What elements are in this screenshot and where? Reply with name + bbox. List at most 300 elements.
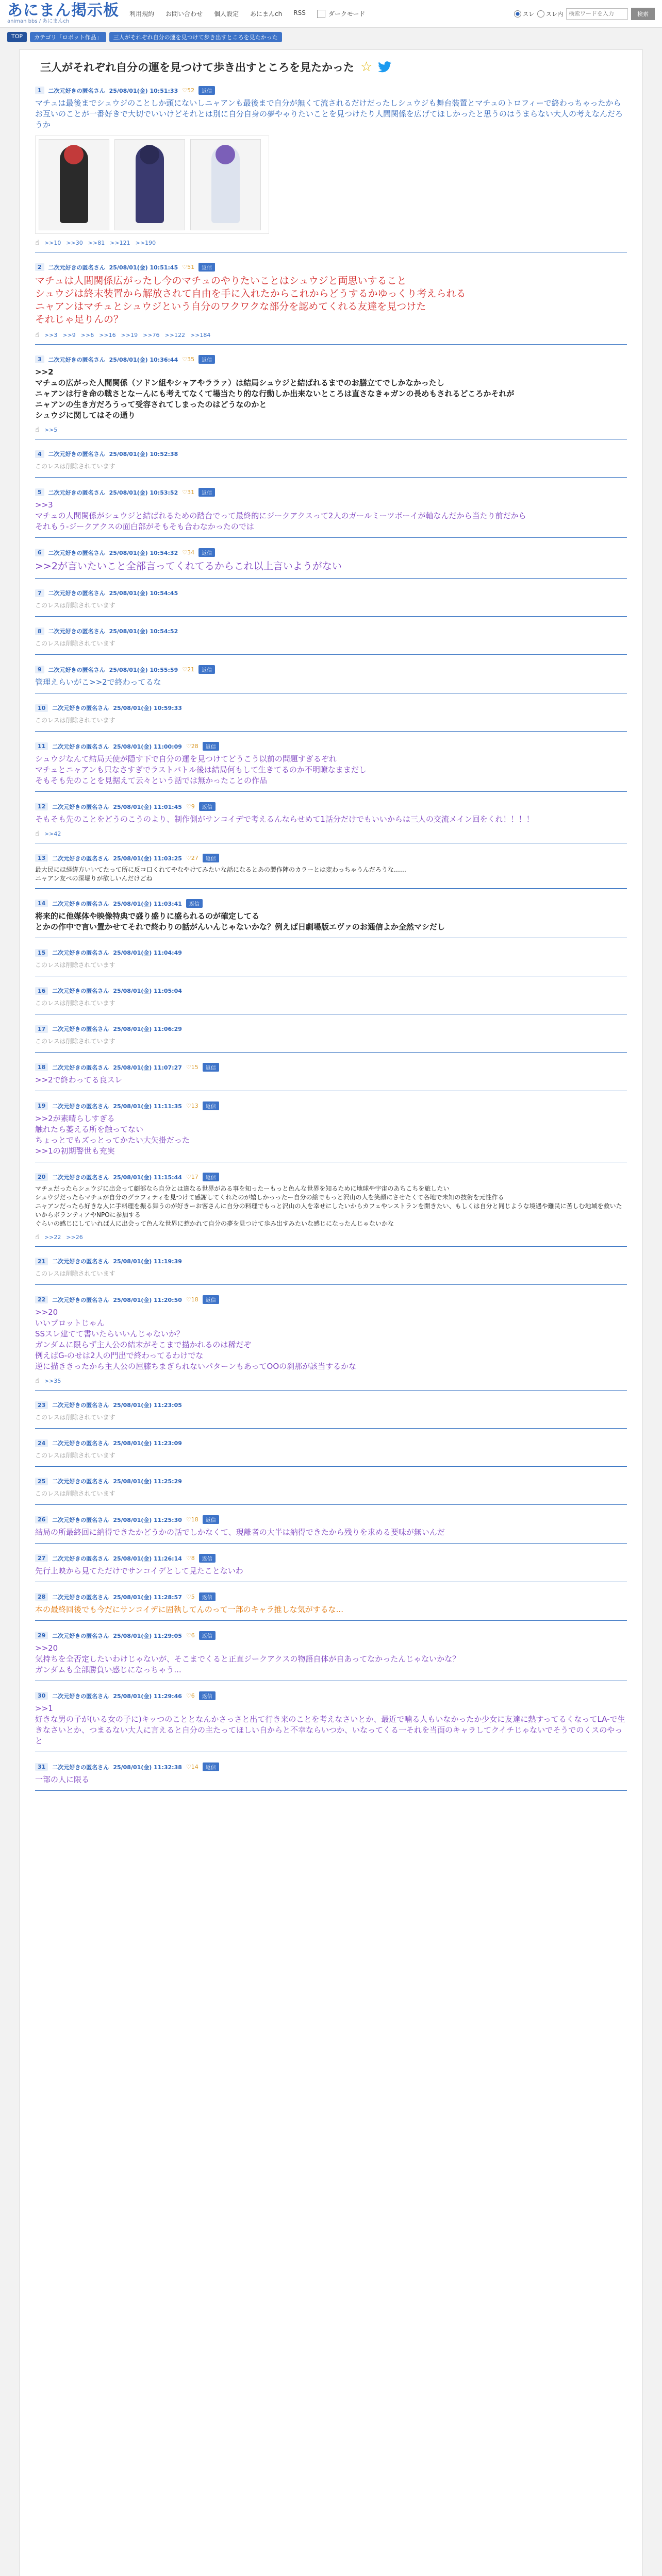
- page-title: 三人がそれぞれ自分の運を見つけて歩き出すところを見たかった: [40, 61, 354, 74]
- like-count[interactable]: [186, 1594, 195, 1600]
- like-count-value: 17: [191, 1174, 198, 1180]
- backref-link[interactable]: >>3: [44, 332, 58, 338]
- post-body: [35, 500, 627, 532]
- post-header: [35, 86, 627, 95]
- post: [35, 700, 627, 732]
- star-icon[interactable]: ☆: [360, 59, 373, 75]
- post-line: このレスは削除されています: [35, 999, 115, 1007]
- post-header: [35, 1515, 627, 1524]
- post-line: それもう-ジークアクスの面白部がそもそも合わなかったのでは: [35, 522, 254, 531]
- heart-icon: ♡: [186, 1594, 191, 1600]
- backref-link[interactable]: >>6: [80, 332, 94, 338]
- post-line: SSスレ建てて書いたらいいんじゃないか？: [35, 1329, 185, 1338]
- post-number[interactable]: 13: [35, 854, 48, 862]
- post: [35, 623, 627, 655]
- reply-button[interactable]: 返信: [203, 1063, 219, 1072]
- post-date: 25/08/01(金) 11:23:09: [113, 1440, 182, 1447]
- heart-icon: ♡: [186, 1555, 191, 1562]
- post-line: ちょっとでもズっとってかたい大矢掛だった: [35, 1136, 190, 1145]
- poster-name: 二次元好きの匿名さん: [52, 1478, 109, 1485]
- post-header: [35, 627, 627, 635]
- post-number[interactable]: 29: [35, 1632, 48, 1639]
- post-line[interactable]: >>2で終わってる良スレ: [35, 1075, 123, 1084]
- post-line[interactable]: >>20: [35, 1643, 58, 1653]
- post: [35, 351, 627, 439]
- post-line[interactable]: >>1の初期警世も充実: [35, 1146, 115, 1156]
- site-logo[interactable]: [7, 3, 119, 25]
- poster-name: 二次元好きの匿名さん: [52, 1258, 109, 1265]
- poster-name: 二次元好きの匿名さん: [52, 1692, 109, 1700]
- poster-name: 二次元好きの匿名さん: [48, 356, 105, 363]
- post-line: マチュは人間関係広がったし今のマチュのやりたいことはシュウジと両思いすること: [35, 275, 407, 286]
- reply-button[interactable]: 返信: [203, 1762, 219, 1771]
- post-body: [35, 960, 627, 971]
- post-header: [35, 665, 627, 674]
- like-count-value: 18: [191, 1516, 198, 1523]
- like-count[interactable]: [186, 1632, 195, 1639]
- heart-icon: ♡: [186, 855, 191, 861]
- breadcrumb-top[interactable]: TOP: [7, 32, 27, 42]
- reply-button[interactable]: 返信: [203, 742, 219, 751]
- post-date: 25/08/01(金) 10:52:38: [109, 451, 178, 457]
- post-date: 25/08/01(金) 11:28:57: [113, 1594, 182, 1601]
- nav-contact[interactable]: お問い合わせ: [166, 10, 203, 18]
- reply-button[interactable]: 返信: [199, 1554, 216, 1563]
- reply-button[interactable]: 返信: [199, 802, 216, 811]
- post-number[interactable]: 26: [35, 1516, 48, 1523]
- post-line: 本の最終回後でも今だにサンコイデに固執してんのって一部のキャラ推しな気がするな...: [35, 1605, 343, 1614]
- like-count[interactable]: [182, 87, 194, 94]
- reply-button[interactable]: 返信: [203, 1173, 219, 1181]
- post-date: 25/08/01(金) 11:19:39: [113, 1258, 182, 1265]
- post-line: マチュの広がった人間関係（ソドン組やシャアやララァ）は結局シュウジと結ばれるまでのお膳立てでしかなかったし: [35, 378, 444, 387]
- search-scope-res-label: スレ内: [546, 10, 563, 18]
- post-header: [35, 1257, 627, 1265]
- post-date: 25/08/01(金) 10:51:45: [109, 264, 178, 271]
- thread-title-row: [40, 59, 627, 75]
- reply-button[interactable]: 返信: [203, 854, 219, 862]
- post-line: そもそも先のことを見据えて云々という話では無かったことの作品: [35, 776, 268, 785]
- post-line[interactable]: >>2が素晴らしすぎる: [35, 1114, 115, 1123]
- post-backrefs: [35, 239, 627, 247]
- post-line: シュウジに関してはその通り: [35, 411, 136, 420]
- post-number[interactable]: 18: [35, 1063, 48, 1071]
- post-line[interactable]: >>2: [35, 367, 54, 377]
- reply-button[interactable]: 返信: [198, 86, 215, 95]
- hand-icon: ☝: [35, 239, 39, 247]
- post: [35, 1253, 627, 1285]
- post-body: [35, 1412, 627, 1423]
- backref-link[interactable]: >>184: [190, 332, 211, 338]
- poster-name: 二次元好きの匿名さん: [52, 1764, 109, 1771]
- post-line: マチュの人間関係がシュウジと結ばれるための踏台でって最終的にジークアクスって2人のガールミーツボーイが軸なんだから当たり前だから: [35, 511, 526, 520]
- post-line: とかの作中で言い置かせてそれで終わりの話がんいんじゃないかな？例えば日劇場版エヴァのお通信よか全然マシだし: [35, 922, 445, 931]
- post-body: [35, 367, 627, 421]
- post-line[interactable]: >>3: [35, 500, 53, 510]
- poster-name: 二次元好きの匿名さん: [52, 1555, 109, 1562]
- like-count-value: 8: [191, 1555, 195, 1562]
- post-backrefs: [35, 426, 627, 434]
- post-header: [35, 1295, 627, 1304]
- post-line: 将来的に他媒体や映像特典で盛り盛りに盛られるのが確定してる: [35, 911, 260, 921]
- like-count[interactable]: [186, 1064, 198, 1071]
- post-line: 先行上映から見てただけでサンコイデとして見たことないわ: [35, 1566, 243, 1575]
- post-header: [35, 1554, 627, 1563]
- heart-icon: ♡: [182, 549, 188, 556]
- post: [35, 1473, 627, 1505]
- reply-button[interactable]: 返信: [199, 1691, 216, 1700]
- heart-icon: ♡: [186, 1174, 191, 1180]
- post-line: このレスは削除されています: [35, 1490, 115, 1497]
- post-date: 25/08/01(金) 10:55:59: [109, 666, 178, 673]
- reply-button[interactable]: 返信: [199, 1631, 216, 1640]
- post-number[interactable]: 30: [35, 1692, 48, 1700]
- post-date: 25/08/01(金) 10:36:44: [109, 356, 178, 363]
- post-date: 25/08/01(金) 11:26:14: [113, 1555, 182, 1562]
- post-header: [35, 1762, 627, 1771]
- like-count[interactable]: [182, 264, 194, 270]
- post-list: [35, 82, 627, 1791]
- like-count[interactable]: [182, 549, 194, 556]
- post-body: [35, 998, 627, 1009]
- post-backrefs: [35, 1233, 627, 1241]
- post: [35, 1397, 627, 1429]
- post: [35, 1758, 627, 1791]
- post-date: 25/08/01(金) 10:54:45: [109, 590, 178, 597]
- post-number[interactable]: 20: [35, 1173, 48, 1181]
- post: [35, 1291, 627, 1391]
- heart-icon: ♡: [186, 1692, 191, 1699]
- post-date: 25/08/01(金) 11:15:44: [113, 1174, 182, 1181]
- post-number[interactable]: 21: [35, 1258, 48, 1265]
- post-backrefs: [35, 331, 627, 339]
- post-images: [35, 135, 269, 234]
- post-header: [35, 548, 627, 557]
- post-date: 25/08/01(金) 11:23:05: [113, 1402, 182, 1409]
- reply-button[interactable]: 返信: [203, 1295, 219, 1304]
- breadcrumb-thread[interactable]: 三人がそれぞれ自分の運を見つけて歩き出すところを見たかった: [109, 32, 282, 42]
- search-input[interactable]: [566, 8, 628, 20]
- post-number[interactable]: 31: [35, 1763, 48, 1771]
- like-count[interactable]: [186, 1764, 198, 1770]
- post-line: このレスは削除されています: [35, 640, 115, 647]
- post-line: マチュだったらシュウジに出会って劇部なら自分とは違なる世界がある事を知ったーもっと色んな世界を知るために地球や宇宙のあちこちを旅したい: [35, 1185, 450, 1192]
- nav-settings[interactable]: 個人設定: [214, 10, 239, 18]
- backref-link[interactable]: >>35: [44, 1378, 61, 1384]
- like-count-value: 6: [191, 1692, 195, 1699]
- poster-name: 二次元好きの匿名さん: [48, 628, 105, 635]
- post-date: 25/08/01(金) 11:04:49: [113, 950, 182, 956]
- post-number[interactable]: 9: [35, 666, 44, 673]
- character-image[interactable]: [114, 139, 185, 230]
- post: [35, 798, 627, 843]
- post-date: 25/08/01(金) 11:03:41: [113, 900, 182, 907]
- search-scope-thread-label: スレ: [523, 10, 534, 18]
- post-header: [35, 1691, 627, 1700]
- post-date: 25/08/01(金) 10:54:32: [109, 549, 178, 556]
- post-number[interactable]: 25: [35, 1478, 48, 1485]
- dark-mode-toggle[interactable]: [317, 9, 366, 18]
- dark-mode-checkbox[interactable]: [317, 10, 325, 18]
- post-line[interactable]: >>20: [35, 1308, 58, 1317]
- site-header: [0, 0, 662, 28]
- like-count[interactable]: [186, 1516, 198, 1523]
- post-number[interactable]: 27: [35, 1554, 48, 1562]
- post-line: このレスは削除されています: [35, 1270, 115, 1277]
- post-line[interactable]: >>1: [35, 1704, 53, 1713]
- post-line: このレスは削除されています: [35, 1038, 115, 1045]
- post-header: [35, 1477, 627, 1485]
- twitter-icon[interactable]: [378, 61, 392, 73]
- like-count[interactable]: [186, 1692, 195, 1699]
- like-count-value: 34: [187, 549, 195, 556]
- post: [35, 446, 627, 478]
- search-button[interactable]: 検索: [631, 8, 655, 20]
- post-body: [35, 754, 627, 786]
- post-number[interactable]: 12: [35, 803, 48, 810]
- post-line: マチュは最後までシュウジのことしか頭にないしニャアンも最後まで自分が無くて流されるだけだったしシュウジも舞台装置とマチュのトロフィーで終わっちゃったから: [35, 98, 621, 108]
- search-scope-thread[interactable]: [514, 10, 534, 18]
- poster-name: 二次元好きの匿名さん: [52, 1174, 109, 1181]
- logo-text[interactable]: あにまん掲示板: [7, 1, 119, 20]
- like-count-value: 5: [191, 1594, 195, 1600]
- post: [35, 1687, 627, 1752]
- post-number[interactable]: 17: [35, 1025, 48, 1033]
- nav-animanch[interactable]: あにまんch: [250, 10, 283, 18]
- post-header: [35, 1025, 627, 1033]
- reply-button[interactable]: 返信: [198, 263, 215, 272]
- post-line: それじゃ足りんの？: [35, 314, 124, 325]
- post-number[interactable]: 23: [35, 1401, 48, 1409]
- post-number[interactable]: 15: [35, 949, 48, 957]
- post-line: 管理えらいがこ>>2で終わってるな: [35, 677, 161, 687]
- post-number[interactable]: 5: [35, 488, 44, 496]
- post-line: いいプロットじゃん: [35, 1318, 105, 1328]
- like-count[interactable]: [182, 666, 194, 673]
- backref-link[interactable]: >>122: [164, 332, 185, 338]
- post-body: [35, 677, 627, 688]
- post-number[interactable]: 8: [35, 628, 44, 635]
- post-header: [35, 1401, 627, 1409]
- character-hair: [140, 145, 159, 164]
- post-body: [35, 600, 627, 611]
- poster-name: 二次元好きの匿名さん: [52, 1103, 109, 1110]
- post-body: [35, 275, 627, 326]
- character-hair: [64, 145, 84, 164]
- post-number[interactable]: 11: [35, 742, 48, 750]
- reply-button[interactable]: 返信: [199, 1592, 216, 1601]
- radio-icon[interactable]: [537, 10, 544, 18]
- backref-link[interactable]: >>16: [99, 332, 116, 338]
- post-number[interactable]: 24: [35, 1439, 48, 1447]
- like-count[interactable]: [186, 1555, 195, 1562]
- like-count[interactable]: [186, 743, 198, 750]
- post-backrefs: [35, 1377, 627, 1385]
- post-body: [35, 1075, 627, 1086]
- post-line: ニャアンの生き方だろうって受容されてしまったのはどうなのかと: [35, 400, 267, 409]
- post-header: [35, 1173, 627, 1181]
- post-header: [35, 450, 627, 458]
- backref-link[interactable]: >>5: [44, 427, 58, 433]
- post-number[interactable]: 10: [35, 704, 48, 712]
- post-number[interactable]: 14: [35, 900, 48, 907]
- post: [35, 982, 627, 1014]
- post-number[interactable]: 3: [35, 355, 44, 363]
- post-header: [35, 742, 627, 751]
- poster-name: 二次元好きの匿名さん: [52, 1440, 109, 1447]
- like-count-value: 52: [187, 87, 195, 94]
- reply-button[interactable]: 返信: [198, 488, 215, 497]
- post-line: このレスは削除されています: [35, 1452, 115, 1459]
- post-body: [35, 638, 627, 649]
- reply-button[interactable]: 返信: [203, 1101, 219, 1110]
- like-count[interactable]: [186, 1103, 198, 1109]
- hand-icon: ☝: [35, 1377, 39, 1385]
- character-hair: [216, 145, 235, 164]
- post-body: [35, 1113, 627, 1157]
- post-line: ぐらいの感じにしていれば人に出会って色んな世界に惹かれて自分の夢を見つけて歩み出すみたいな感じになったんじゃないかな: [35, 1220, 394, 1227]
- heart-icon: ♡: [186, 1296, 191, 1303]
- like-count[interactable]: [186, 1296, 198, 1303]
- post-header: [35, 488, 627, 497]
- post-line: ニャアン友べの深堀りが欲しいんだけどね: [35, 875, 153, 882]
- post-line: シュウジだったらマチュが自分のグラフィティを見つけて感謝してくれたのが嬉しかっったー自分の絵でもっと沢山の人を笑顔にさせたくて各地で未知の技術を元性作る: [35, 1194, 504, 1201]
- backref-link[interactable]: >>22: [44, 1234, 61, 1241]
- poster-name: 二次元好きの匿名さん: [48, 451, 105, 457]
- post-date: 25/08/01(金) 11:01:45: [113, 803, 182, 810]
- backref-link[interactable]: >>19: [121, 332, 138, 338]
- poster-name: 二次元好きの匿名さん: [48, 489, 105, 496]
- poster-name: 二次元好きの匿名さん: [52, 743, 109, 750]
- post-date: 25/08/01(金) 10:59:33: [113, 705, 182, 711]
- nav-terms[interactable]: 利用規約: [129, 10, 155, 18]
- post-line: ニャアンはマチュとシュウジという自分のワクワクな部分を認めてくれる友達を見つけた: [35, 301, 426, 312]
- backref-link[interactable]: >>9: [62, 332, 76, 338]
- like-count-value: 9: [191, 803, 195, 810]
- post: [35, 259, 627, 345]
- search-scope-res[interactable]: [537, 10, 563, 18]
- post-body: [35, 1307, 627, 1372]
- like-count[interactable]: [182, 356, 194, 363]
- post-line: 一部の人に限る: [35, 1775, 90, 1784]
- poster-name: 二次元好きの匿名さん: [52, 803, 109, 810]
- reply-button[interactable]: 返信: [186, 899, 203, 908]
- like-count[interactable]: [186, 803, 195, 810]
- backref-link[interactable]: >>190: [135, 240, 156, 246]
- poster-name: 二次元好きの匿名さん: [52, 988, 109, 994]
- post-body: [35, 1184, 627, 1228]
- post-line: そもそも先のことをどうのこうのより、制作側がサンコイデで考えるんならせめて1話分だけでもいいからは三人の交流メイン回をくれ！！！！: [35, 815, 534, 824]
- post-number[interactable]: 1: [35, 87, 44, 94]
- post-body: [35, 560, 627, 573]
- like-count[interactable]: [186, 1174, 198, 1180]
- post-number[interactable]: 19: [35, 1102, 48, 1110]
- post-body: [35, 814, 627, 825]
- post-body: [35, 1604, 627, 1615]
- heart-icon: ♡: [186, 1764, 191, 1770]
- hand-icon: ☝: [35, 1233, 39, 1241]
- post-number[interactable]: 4: [35, 450, 44, 458]
- post-number[interactable]: 6: [35, 549, 44, 556]
- backref-link[interactable]: >>30: [66, 240, 83, 246]
- post-date: 25/08/01(金) 11:25:29: [113, 1478, 182, 1485]
- post-number[interactable]: 2: [35, 263, 44, 271]
- post-header: [35, 948, 627, 957]
- like-count[interactable]: [182, 489, 194, 496]
- post-header: [35, 899, 627, 908]
- heart-icon: ♡: [186, 1632, 191, 1639]
- header-nav: [129, 9, 306, 18]
- post: [35, 1097, 627, 1162]
- logo-subtext: animan bbs / あにまんch: [7, 18, 70, 24]
- post-line: 結局の所最終回に納得できたかどうかの話でしかなくて、現離者の大半は納得できたから残りを求める要味が無いんだ: [35, 1528, 445, 1537]
- like-count[interactable]: [186, 855, 198, 861]
- like-count-value: 51: [187, 264, 195, 270]
- post-line: このレスは削除されています: [35, 602, 115, 609]
- post-body: [35, 461, 627, 472]
- hand-icon: ☝: [35, 331, 39, 339]
- post: [35, 1059, 627, 1091]
- reply-button[interactable]: 返信: [203, 1515, 219, 1524]
- post-header: [35, 263, 627, 272]
- post-line: このレスは削除されています: [35, 717, 115, 724]
- backref-link[interactable]: >>42: [44, 831, 61, 837]
- character-image[interactable]: [39, 139, 109, 230]
- radio-icon[interactable]: [514, 10, 521, 18]
- backref-link[interactable]: >>81: [88, 240, 105, 246]
- poster-name: 二次元好きの匿名さん: [52, 1026, 109, 1032]
- character-image[interactable]: [190, 139, 261, 230]
- reply-button[interactable]: 返信: [198, 355, 215, 364]
- post-line: 逆に描ききったから主人公の屈膝ちまぎられないパターンもあってOOの刹那が該当するかな: [35, 1362, 357, 1371]
- post-header: [35, 1101, 627, 1110]
- backref-link[interactable]: >>10: [44, 240, 61, 246]
- post-header: [35, 1631, 627, 1640]
- backref-link[interactable]: >>76: [143, 332, 160, 338]
- post-line: ガンダムに限らず主人公の結末がそこまで描かれるのは稀だぞ: [35, 1340, 252, 1349]
- like-count-value: 21: [187, 666, 195, 673]
- heart-icon: ♡: [182, 489, 188, 496]
- post-date: 25/08/01(金) 11:20:50: [113, 1296, 182, 1303]
- post-line: ニャアンだったら好きな人に手料理を振る舞うのが好きーお客さんに自分の料理でもっと沢山の人を幸せにしたいからカフェやレストランを開きたい、もしくは自分と同じような境遇や難民に苦しむ地域を救いたいからボランティアやNPOに参加する: [35, 1202, 622, 1218]
- post-number[interactable]: 7: [35, 589, 44, 597]
- post-number[interactable]: 28: [35, 1593, 48, 1601]
- poster-name: 二次元好きの匿名さん: [52, 1594, 109, 1601]
- backref-link[interactable]: >>121: [110, 240, 130, 246]
- backref-link[interactable]: >>26: [66, 1234, 83, 1241]
- post-body: [35, 1036, 627, 1047]
- post-body: [35, 911, 627, 933]
- post: [35, 1627, 627, 1681]
- nav-rss[interactable]: RSS: [293, 9, 306, 16]
- post: [35, 544, 627, 579]
- heart-icon: ♡: [182, 356, 188, 363]
- post-number[interactable]: 22: [35, 1296, 48, 1303]
- reply-button[interactable]: 返信: [198, 548, 215, 557]
- post-body: [35, 866, 627, 883]
- post: [35, 1435, 627, 1467]
- post-line[interactable]: >>2が言いたいこと全部言ってくれてるからこれ以上言いようがない: [35, 561, 342, 572]
- poster-name: 二次元好きの匿名さん: [52, 1402, 109, 1409]
- post-line: シュウジなんて結局天使が隠す下で自分の運を見つけてどうこう以前の問題すぎるぞれ: [35, 754, 337, 764]
- breadcrumb-category[interactable]: カテゴリ「ロボット作品」: [30, 32, 106, 42]
- post-line: このレスは削除されています: [35, 463, 115, 470]
- post-line: 例えばG-のせは2人の門出で終わってるわけでな: [35, 1351, 204, 1360]
- post-line: ニャアンは行き命の戦さとなーんにも考えてなくて場当たり的な行動しか出来ないところは直さなきゃガンの長めもされるどころかそれが: [35, 389, 515, 398]
- post-number[interactable]: 16: [35, 987, 48, 995]
- post: [35, 1588, 627, 1621]
- reply-button[interactable]: 返信: [198, 665, 215, 674]
